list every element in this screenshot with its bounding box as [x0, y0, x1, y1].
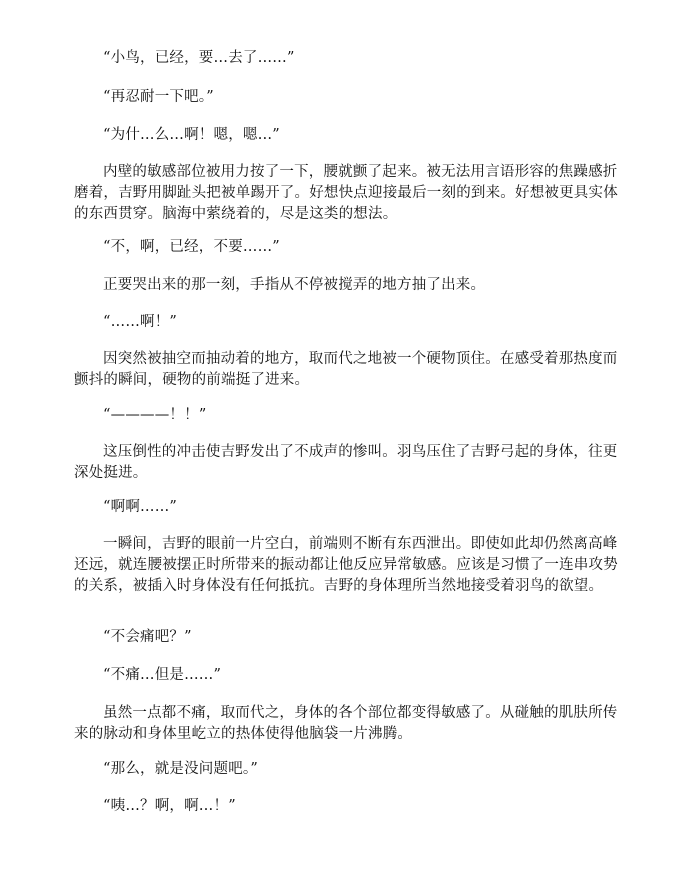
- narration-paragraph: 一瞬间，吉野的眼前一片空白，前端则不断有东西泄出。即使如此却仍然离高峰还远，就连腰被摆正时所带来的振动都让他反应异常敏感。应该是习惯了一连串攻势的关系，被插入时身体没有任何抵抗。吉野的身体理所当然地接受着羽鸟的欲望。: [74, 536, 618, 594]
- dialogue-line: “不痛…但是……”: [103, 667, 222, 683]
- dialogue-line: “不会痛吧？”: [103, 629, 192, 645]
- narration-paragraph: 内壁的敏感部位被用力按了一下，腰就颤了起来。被无法用言语形容的焦躁感折磨着，吉野用脚趾头把被单踢开了。好想快点迎接最后一刻的到来。好想被更具实体的东西贯穿。脑海中萦绕着的，尽是这类的想法。: [74, 164, 618, 222]
- dialogue-line: “再忍耐一下吧。”: [103, 89, 214, 105]
- dialogue-line: “……啊！”: [103, 314, 178, 330]
- dialogue-line: “————！！”: [103, 407, 207, 423]
- dialogue-line: “啊啊……”: [103, 499, 178, 515]
- dialogue-line: “咦…？啊，啊…！”: [103, 798, 236, 814]
- dialogue-line: “小鸟，已经，要…去了……”: [103, 50, 295, 66]
- narration-paragraph: 因突然被抽空而抽动着的地方，取而代之地被一个硬物顶住。在感受着那热度而颤抖的瞬间，硬物的前端挺了进来。: [74, 351, 618, 388]
- narration-paragraph: 这压倒性的冲击使吉野发出了不成声的惨叫。羽鸟压住了吉野弓起的身体，往更深处挺进。: [74, 444, 618, 481]
- dialogue-line: “那么，就是没问题吧。”: [103, 761, 258, 777]
- dialogue-line: “不，啊，已经，不要……”: [103, 239, 280, 255]
- narration-paragraph: 虽然一点都不痛，取而代之，身体的各个部位都变得敏感了。从碰触的肌肤所传来的脉动和身体里屹立的热体使得他脑袋一片沸腾。: [74, 705, 618, 742]
- narration-paragraph: 正要哭出来的那一刻，手指从不停被搅弄的地方抽了出来。: [103, 277, 486, 293]
- dialogue-line: “为什…么…啊！嗯，嗯…”: [103, 127, 280, 143]
